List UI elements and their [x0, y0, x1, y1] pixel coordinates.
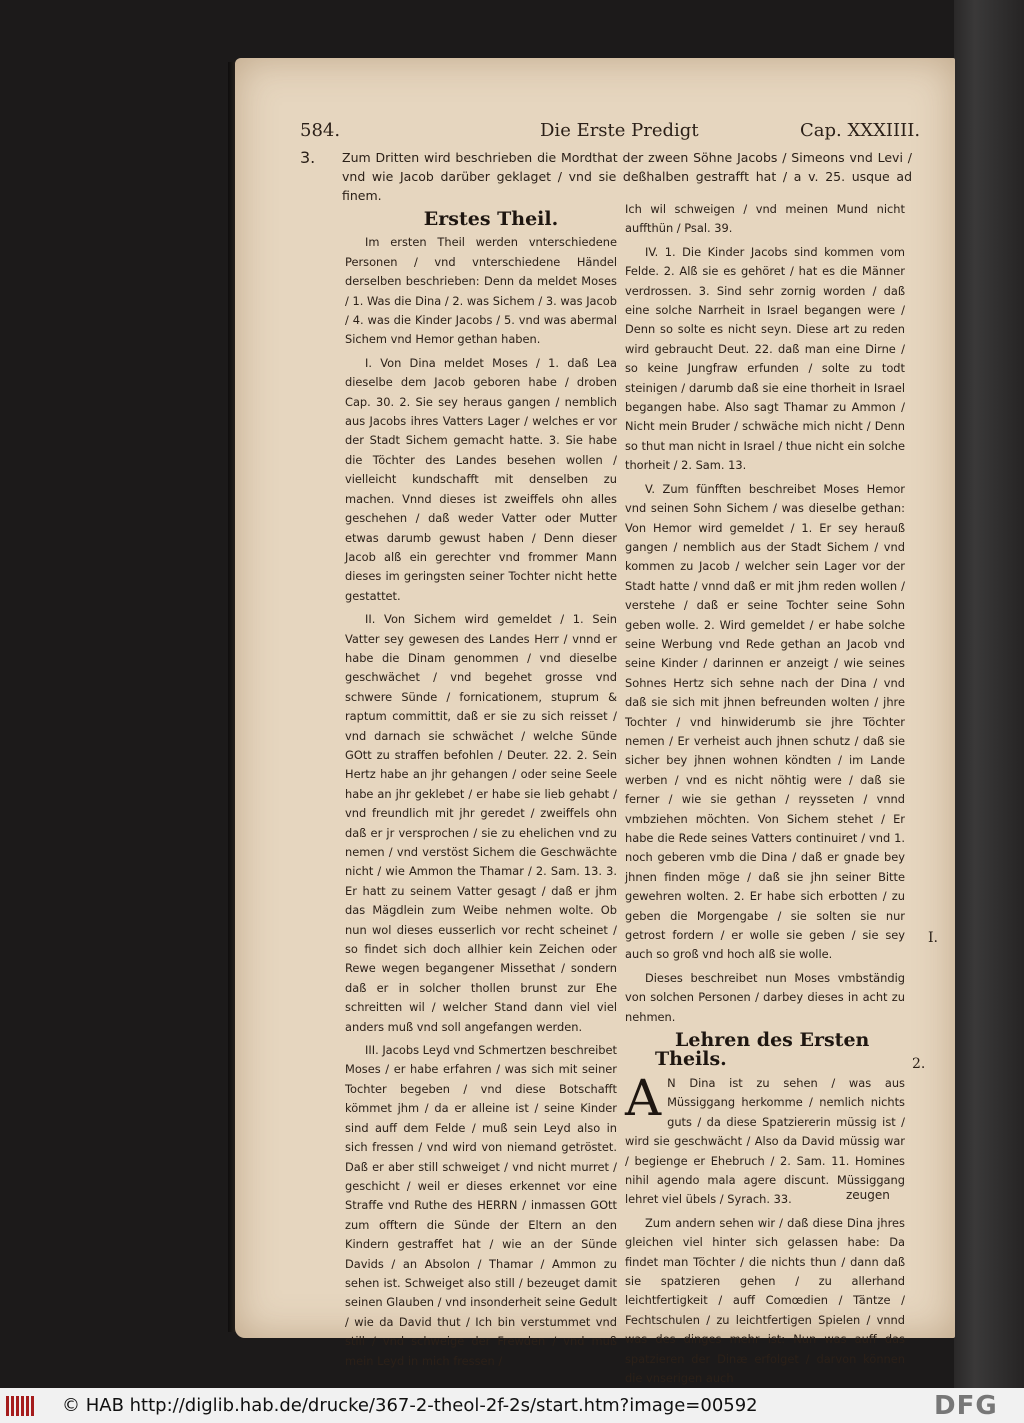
barcode-logo-icon: [6, 1396, 48, 1418]
catchword: zeugen: [846, 1188, 890, 1202]
paragraph: Ich wil schweigen / vnd meinen Mund nicht auffthün / Psal. 39.: [625, 202, 905, 236]
summary-intro: [300, 148, 912, 205]
paragraph: IV. 1. Die Kinder Jacobs sind kommen vom Felde. 2. Alß sie es gehöret / hat es die Männer verdrossen. 3. Sind sehr zornig worden / daß eine solche Narrheit in Israel begangen were / Denn so solte es nicht seyn. Diese art zu reden wird gebraucht Deut. 22. daß man eine Dirne / so keine Jungfraw erfunden / solte zu todt steinigen / darumb daß sie eine thorheit in Israel begangen habe. Also sagt Thamar zu Ammon / Nicht mein Bruder / schwäche mich nicht / Denn so thut man nicht in Israel / thue nicht ein solche thorheit / 2. Sam. 13.: [625, 244, 905, 473]
copyright-link[interactable]: © HAB http://diglib.hab.de/drucke/367-2-theol-2f-2s/start.htm?image=00592: [62, 1395, 758, 1416]
viewer-footer: [0, 1388, 1024, 1423]
lesson-text: N Dina ist zu sehen / was aus Müssiggang herkomme / nemlich nichts guts / da diese Spatziererin müssig ist / wird sie geschwächt / Also da David müssig war / begienge er Ehebruch / 2. Sam. 11. Homines nihil agendo mala agere discunt. Müssiggang lehret viel übels / Syrach. 33.: [625, 1075, 905, 1207]
page-header: [300, 120, 921, 146]
left-column: [345, 210, 617, 1375]
paragraph: V. Zum fünfften beschreibet Moses Hemor vnd seinen Sohn Sichem / was dieselbe gethan: Von Hemor wird gemeldet / 1. Er sey herauß gangen / nemblich aus der Stadt Sichem / vnd kommen zu Jacob / welcher sein Lager vor der Stadt hatte / vnnd daß er mit jhm reden wollen / verstehe / daß er seine Tochter seine Sohn geben wolle. 2. Wird gemeldet / er habe solche seine Werbung vnd Rede gethan an Jacob vnd seine Kinder / darinnen er anzeigt / wie seines Sohnes Hertz sich sehne nach der Dina / vnd daß sie sich mit jhnen befreunden wolten / jhre Tochter / vnd hinwiderumb sie jhre Töchter nemen / Er verheist auch jhnen schutz / daß sie sicher bey jhnen wohnen köndten / im Lande werben / vnd es nicht nöhtig were / daß sie ferner / wie sie gethan / reysseten / vnnd vmbziehen möchten. Von Sichem stehet / Er habe die Rede seines Vatters continuiret / vnd 1. noch geberen vmb die Dina / daß er gnade bey jhnen finden möge / daß sie jhn seiner Bitte gewehren wolten. 2. Er habe sich erbotten / zu geben die Morgengabe / sie solten sie nur getrost fordern / er wolle sie geben / sie sey auch so groß vnd hoch alß sie wolle.: [625, 481, 905, 962]
summary-marker: 3.: [300, 148, 316, 167]
viewer-background-strip: [954, 0, 1024, 1423]
paragraph: I. Von Dina meldet Moses / 1. daß Lea dieselbe dem Jacob geboren habe / droben Cap. 30. 2. Sie sey heraus gangen / nemblich aus Jacobs ihres Vatters Lager / welches er vor der Stadt Sichem gemacht hatte. 3. Sie habe die Töchter des Landes besehen wollen / vielleicht kundschafft mit denselben zu machen. Vnnd dieses ist zweiffels ohn alles geschehen / daß weder Vatter oder Mutter etwas darumb gewust haben / Denn dieser Jacob alß ein gerechter vnd frommer Mann dieses im geringsten seiner Tochter nicht hette gestattet.: [345, 355, 617, 603]
paragraph: III. Jacobs Leyd vnd Schmertzen beschreibet Moses / er habe erfahren / was sich mit seiner Tochter begeben / vnd diese Botschafft kömmet jhm / da er alleine ist / seine Kinder sind auff dem Felde / muß sein Leyd also in sich fressen / vnd wird von niemand getröstet. Daß er aber still schweiget / vnd nicht murret / geschicht / weil er dieses erkennet vor eine Straffe vnd Ruthe des HERRN / inmassen GOtt zum offtern die Sünde der Eltern an den Kindern gestraffet hat / wie an der Sünde Davids / an Absolon / Thamar / Ammon zu sehen ist. Schweiget also still / bezeuget damit seinen Glauben / vnd insonderheit seine Gedult / wie da David thut / Ich bin verstummet vnd still / vnd schweige der Frewden / vnd muß mein Leyd in mich fressen /: [345, 1043, 617, 1368]
running-title: Die Erste Predigt: [540, 120, 699, 141]
drop-cap: A: [625, 1068, 662, 1127]
right-column: [625, 200, 905, 1392]
chapter-label: Cap. XXXIIII.: [800, 120, 921, 141]
section-title-lessons: Lehren des Ersten Theils.: [655, 1029, 870, 1071]
summary-text: Zum Dritten wird beschrieben die Mordthat der zween Söhne Jacobs / Simeons vnd Levi / vnd wie Jacob darüber geklaget / vnd sie deßhalben gestrafft hat / a v. 25. usque ad finem.: [342, 150, 912, 203]
page-number: 584.: [300, 120, 341, 141]
paragraph: Dieses beschreibet nun Moses vmbständig von solchen Personen / darbey dieses in acht zu nehmen.: [625, 970, 905, 1024]
lesson-paragraph: Zum andern sehen wir / daß diese Dina jhres gleichen viel hinter sich gelassen habe: Da findet man Töchter / die nichts thun / dann daß sie spatzieren gehen / zu allerhand leichtfertigkeit / auff Comœdien / Täntze / Fechtschulen / zu leichtfertigen Spielen / vnnd was des dinges mehr ist: Nun was auff das spatzieren der Dinæ erfolget / darvon können die vnserigen auch: [625, 1215, 905, 1385]
paragraph: II. Von Sichem wird gemeldet / 1. Sein Vatter sey gewesen des Landes Herr / vnnd er habe die Dinam genommen / vnd dieselbe geschwächet / vnd begehet grosse vnd schwere Sünde / fornicationem, stuprum & raptum committit, daß er sie zu sich reisset / vnd darnach sie schwächet / welche Sünde GOtt zu straffen befohlen / Deuter. 22. 2. Sein Hertz habe an jhr gehangen / oder seine Seele habe an jhr geklebet / er habe sie lieb gehabt / vnd freundlich mit jhr geredet / zweiffels ohn daß er jr versprochen / sie zu ehelichen vnd zu nemen / vnd verstöst Sichem die Geschwächte nicht / wie Ammon the Thamar / 2. Sam. 13. 3. Er hatt zu seinem Vatter gesagt / daß er jhm das Mägdlein zum Weibe nehmen wolte. Ob nun wol dieses eusserlich vor recht scheinet / so findet sich doch allhier kein Zeichen oder Rewe wegen begangener Missethat / sondern daß er in solcher thollen brunst zur Ehe schreitten wil / welcher Stand dann viel viel anders muß vnd soll angefangen werden.: [345, 612, 617, 1034]
margin-note: 2.: [912, 1056, 926, 1072]
paragraph: Im ersten Theil werden vnterschiedene Personen / vnd vnterschiedene Händel derselben beschrieben: Denn da meldet Moses / 1. Was die Dina / 2. was Sichem / 3. was Jacob / 4. was die Kinder Jacobs / 5. vnd was abermal Sichem vnd Hemor gethan haben.: [345, 235, 617, 347]
margin-note: I.: [928, 930, 938, 946]
dfg-logo: DFG: [934, 1391, 998, 1421]
section-title-first: Erstes Theil.: [423, 208, 559, 230]
